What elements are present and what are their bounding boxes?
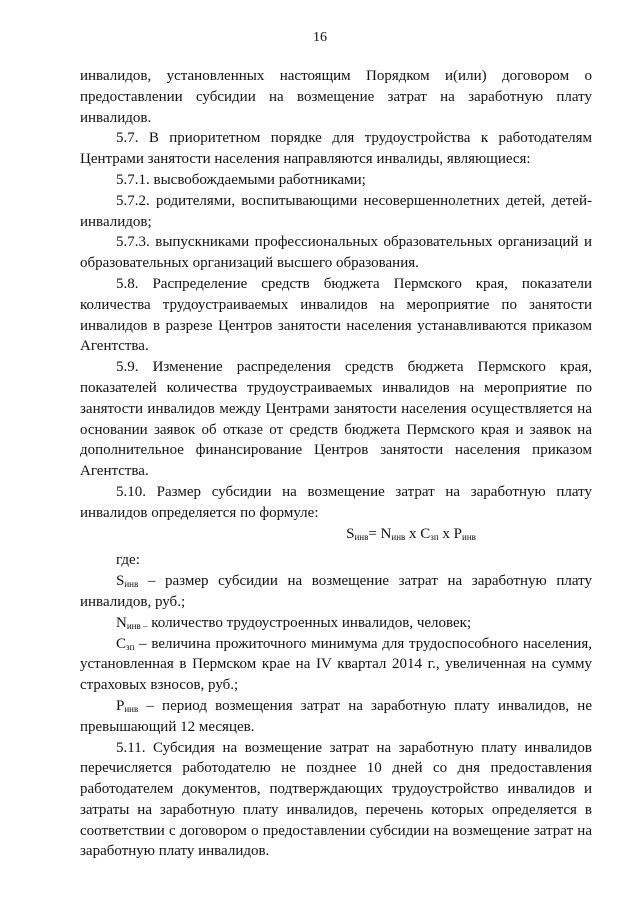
paragraph-5-7-3: 5.7.3. выпускниками профессиональных образовательных организаций и образовательных организаций высшего образования. (80, 234, 592, 272)
paragraph-5-7-1: 5.7.1. высвобождаемыми работниками; (116, 171, 366, 188)
formula (80, 524, 592, 545)
paragraph-5-11: 5.11. Субсидия на возмещение затрат на заработную плату инвалидов перечисляется работодателю не позднее 10 дней со дня предоставления работодателем документов, подтверждающих трудоустройство инвалидов и затраты на заработную плату инвалидов, перечень которых определяется в соответствии с договором о предоставлении субсидии на возмещение затрат на заработную плату инвалидов. (80, 739, 592, 860)
formula-n: N (380, 525, 392, 542)
paragraph-5-7-2: 5.7.2. родителями, воспитывающими несовершеннолетних детей, детей-инвалидов; (80, 192, 592, 230)
document-body (80, 66, 592, 862)
definition-s-sub: инв (124, 579, 139, 590)
formula-x1: x (405, 525, 421, 542)
definition-p-symbol: P (116, 697, 125, 714)
paragraph-continuation: инвалидов, установленных настоящим Порядком и(или) договором о предоставлении субсидии на возмещение затрат на заработную плату инвалидов. (80, 68, 592, 126)
definition-n-symbol: N (116, 614, 127, 631)
definition-n-sub: инв – (126, 620, 148, 631)
formula-p: P (453, 525, 463, 542)
paragraph-5-7: 5.7. В приоритетном порядке для трудоустройства к работодателям Центрами занятости населения направляются инвалиды, являющиеся: (80, 130, 592, 168)
formula-p-sub: инв (462, 531, 476, 542)
formula-n-sub: инв (391, 531, 406, 542)
definition-p (80, 696, 592, 738)
definition-p-text: – период возмещения затрат на заработную плату инвалидов, не превышающий 12 месяцев. (80, 697, 592, 735)
definition-n (80, 613, 592, 634)
paragraph-5-10: 5.10. Размер субсидии на возмещение затрат на заработную плату инвалидов определяется по формуле: (80, 483, 592, 521)
definition-n-text: количество трудоустроенных инвалидов, человек; (147, 614, 472, 631)
formula-c: C (420, 525, 431, 542)
definition-c-text: – величина прожиточного минимума для трудоспособного населения, установленная в Пермском крае на IV квартал 2014 г., увеличенная на сумму страховых взносов, руб.; (80, 635, 592, 694)
definition-s-text: – размер субсидии на возмещение затрат на заработную плату инвалидов, руб.; (80, 573, 592, 610)
definition-c-symbol: C (116, 635, 127, 652)
formula-s: S (346, 525, 355, 542)
where-label: где: (116, 552, 140, 569)
page-number: 16 (313, 30, 327, 45)
definition-c (80, 634, 592, 696)
formula-s-sub: инв (354, 531, 369, 542)
definition-s (80, 571, 592, 613)
definition-c-sub: зп (126, 641, 135, 652)
definition-p-sub: инв (124, 703, 139, 714)
formula-x2: x (438, 525, 454, 542)
paragraph-5-9: 5.9. Изменение распределения средств бюджета Пермского края, показателей количества трудоустраиваемых инвалидов на мероприятие по занятости инвалидов между Центрами занятости населения осуществляется на основании заявок об отказе от средств бюджета Пермского края и заявок на дополнительное финансирование Центров занятости населения приказом Агентства. (80, 359, 592, 480)
paragraph-5-8: 5.8. Распределение средств бюджета Пермского края, показатели количества трудоустраиваемых инвалидов на мероприятие по занятости инвалидов в разрезе Центров занятости населения устанавливаются приказом Агентства. (80, 275, 592, 355)
formula-c-sub: зп (430, 531, 439, 542)
definition-s-symbol: S (116, 573, 125, 590)
formula-eq: = (368, 525, 381, 542)
